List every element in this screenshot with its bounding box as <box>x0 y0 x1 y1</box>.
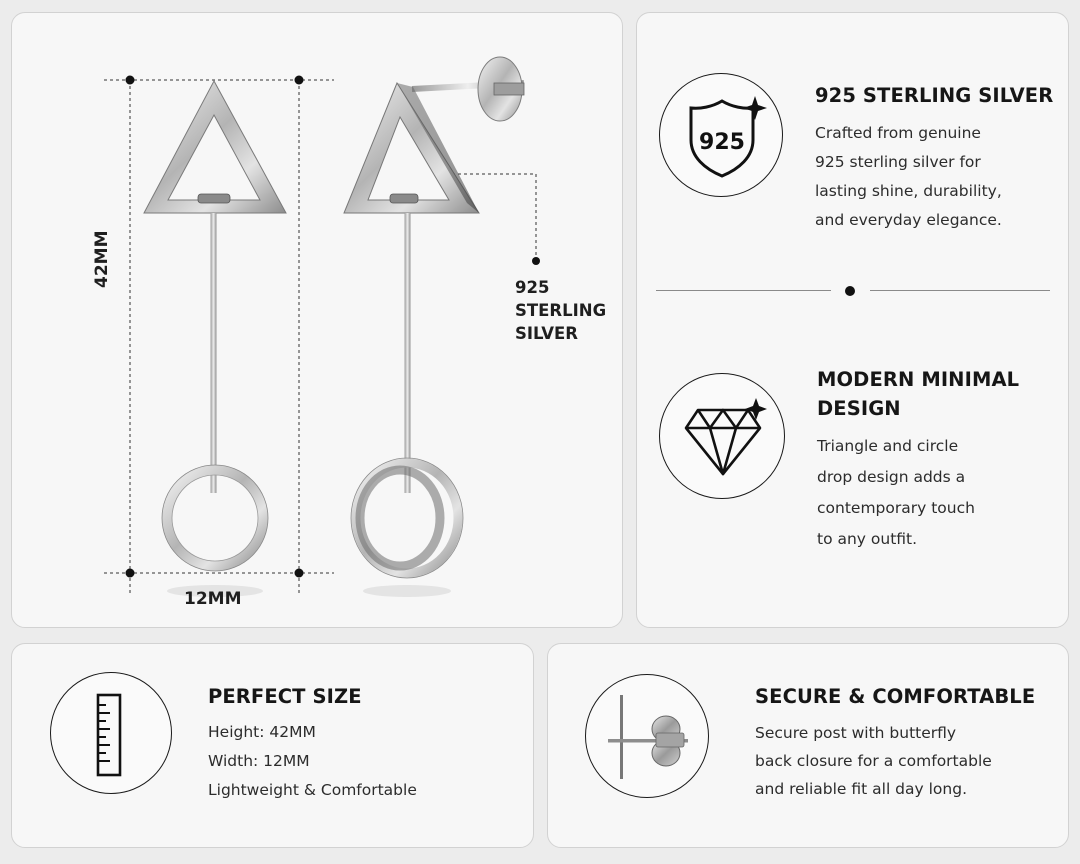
feature-title-design: MODERN MINIMAL DESIGN <box>817 368 1020 420</box>
guide-dot <box>295 569 304 578</box>
ruler-icon <box>50 672 172 794</box>
size-panel <box>11 643 534 848</box>
guide-dot <box>126 76 135 85</box>
divider-line-left <box>656 290 831 291</box>
guide-dot <box>126 569 135 578</box>
callout-dot <box>532 257 540 265</box>
feature-title-material: 925 STERLING SILVER <box>815 84 1054 107</box>
shield-badge-text: 925 <box>699 130 745 155</box>
divider-line-right <box>870 290 1050 291</box>
material-callout: 925 STERLING SILVER <box>515 278 607 343</box>
dimensions-panel <box>11 12 623 628</box>
width-dimension-label: 12MM <box>184 589 242 609</box>
butterfly-back-icon <box>585 674 709 798</box>
guide-dot <box>295 76 304 85</box>
divider-dot <box>845 286 855 296</box>
size-details: Height: 42MM Width: 12MM Lightweight & Comfortable <box>208 723 417 799</box>
secure-details: Secure post with butterfly back closure for a comfortable and reliable fit all day long. <box>755 724 992 798</box>
feature-text-design: Triangle and circle drop design adds a contemporary touch to any outfit. <box>817 437 975 548</box>
earring-side-view <box>344 57 524 597</box>
features-panel <box>636 12 1069 628</box>
size-title: PERFECT SIZE <box>208 685 362 708</box>
diamond-icon <box>659 373 785 499</box>
secure-title: SECURE & COMFORTABLE <box>755 685 1036 708</box>
shield-925-icon <box>659 73 783 197</box>
secure-panel <box>547 643 1069 848</box>
earring-front-view <box>144 81 286 597</box>
feature-text-material: Crafted from genuine 925 sterling silver for lasting shine, durability, and everyday elegance. <box>815 124 1002 229</box>
height-dimension-label: 42MM <box>92 230 112 288</box>
